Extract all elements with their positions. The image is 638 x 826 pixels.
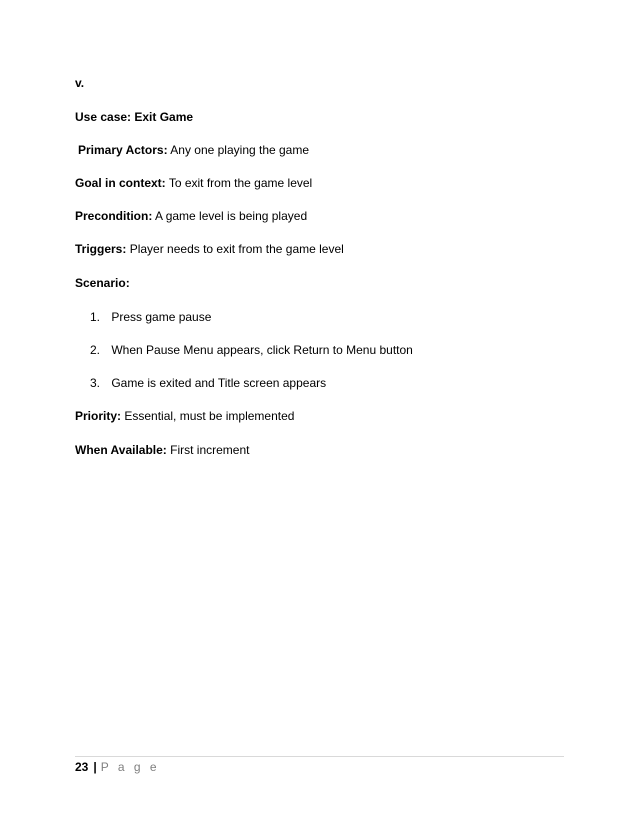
- scenario-step: [90, 310, 211, 324]
- primary-actors-label: Primary Actors:: [78, 143, 168, 157]
- priority-row: [75, 409, 294, 423]
- priority-label: Priority:: [75, 409, 122, 423]
- primary-actors-row: [78, 143, 309, 157]
- page-number: 23: [75, 760, 89, 774]
- precondition-label: Precondition:: [75, 209, 153, 223]
- triggers-label: Triggers:: [75, 242, 127, 256]
- step-number: 3.: [90, 376, 101, 390]
- step-text: Press game pause: [111, 310, 212, 324]
- goal-value: To exit from the game level: [168, 176, 313, 190]
- when-available-value: First increment: [170, 443, 250, 457]
- triggers-row: [75, 242, 344, 256]
- footer-separator: |: [93, 760, 97, 774]
- page-word: P a g e: [100, 760, 160, 774]
- step-text: When Pause Menu appears, click Return to Menu button: [111, 343, 413, 357]
- step-text: Game is exited and Title screen appears: [111, 376, 327, 390]
- goal-label: Goal in context:: [75, 176, 166, 190]
- scenario-heading: Scenario:: [75, 276, 130, 290]
- section-marker: v.: [75, 76, 85, 90]
- when-available-label: When Available:: [75, 443, 167, 457]
- goal-row: [75, 176, 312, 190]
- precondition-row: [75, 209, 307, 223]
- step-number: 1.: [90, 310, 101, 324]
- page-footer: [75, 760, 160, 774]
- when-available-row: [75, 443, 250, 457]
- precondition-value: A game level is being played: [155, 209, 308, 223]
- footer-divider: [75, 756, 564, 757]
- triggers-value: Player needs to exit from the game level: [129, 242, 344, 256]
- scenario-step: [90, 343, 413, 357]
- primary-actors-value: Any one playing the game: [170, 143, 310, 157]
- step-number: 2.: [90, 343, 101, 357]
- priority-value: Essential, must be implemented: [124, 409, 295, 423]
- scenario-step: [90, 376, 326, 390]
- use-case-title: Use case: Exit Game: [75, 110, 194, 124]
